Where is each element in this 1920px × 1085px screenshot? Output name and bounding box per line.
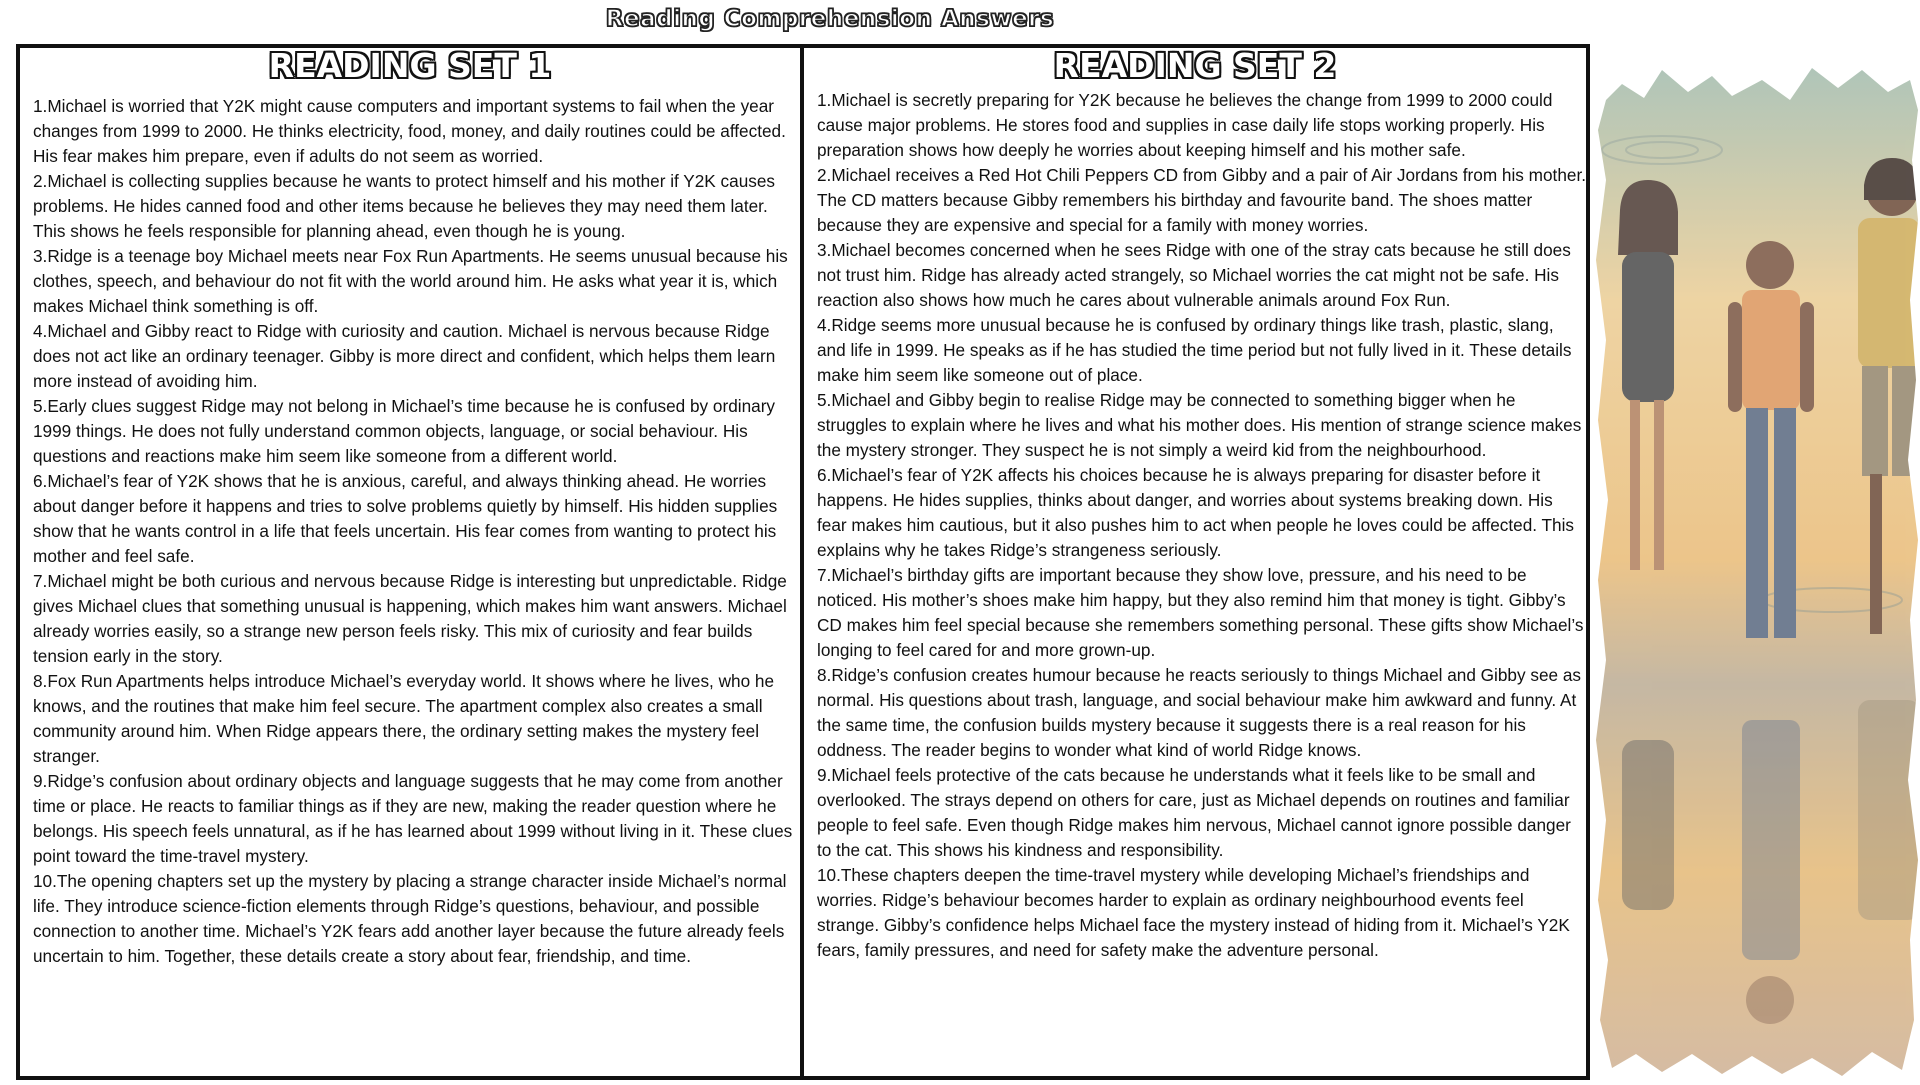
reading-set-1-panel (16, 44, 804, 1080)
set2-answer-3: 3.Michael becomes concerned when he sees Ridge with one of the stray cats because he still does not trust him. Ridge has already acted strangely, so Michael worries the cat might not be safe. His reaction also shows how much he cares about vulnerable animals around Fox Run. (817, 240, 1571, 310)
reading-set-2-panel (800, 44, 1590, 1080)
set2-answer-8: 8.Ridge’s confusion creates humour because he reacts seriously to things Michael and Gibby see as normal. His questions about trash, language, and social behaviour make him awkward and funny. At the same time, the confusion builds mystery because it suggests there is a real reason for his oddness. The reader begins to wonder what kind of world Ridge knows. (817, 665, 1581, 760)
set1-answer-5: 5.Early clues suggest Ridge may not belong in Michael’s time because he is confused by ordinary 1999 things. He does not fully understand common objects, language, or social behaviour. His questions and reactions make him seem like someone from a different world. (33, 396, 776, 466)
set1-answer-3: 3.Ridge is a teenage boy Michael meets near Fox Run Apartments. He seems unusual because his clothes, speech, and behaviour do not fit with the world around him. He asks what year it is, which makes Michael think something is off. (33, 246, 788, 316)
reading-set-1-title: READING SET 1 (268, 46, 552, 85)
set1-answer-4: 4.Michael and Gibby react to Ridge with curiosity and caution. Michael is nervous because Ridge does not act like an ordinary teenager. Gibby is more direct and confident, which helps them learn more instead of avoiding him. (33, 321, 776, 391)
set2-answer-10: 10.These chapters deepen the time-travel mystery while developing Michael’s friendships and worries. Ridge’s behaviour becomes harder to explain as ordinary neighbourhood events feel strange. Gibby’s confidence helps Michael face the mystery instead of hiding from it. Michael’s Y2K fears, family pressures, and need for safety make the adventure personal. (817, 865, 1570, 960)
set2-answer-9: 9.Michael feels protective of the cats because he understands what it feels like to be small and overlooked. The strays depend on others for care, just as Michael depends on routines and familiar people to feel safe. Even though Ridge makes him nervous, Michael cannot ignore possible danger to the cat. This shows his kindness and responsibility. (817, 765, 1571, 860)
reading-set-2-answers (804, 84, 1587, 963)
reading-set-1-answers (20, 84, 803, 969)
cover-illustration (1592, 40, 1920, 1080)
three-kids-walking-illustration (1592, 40, 1920, 1080)
page-title: Reading Comprehension Answers (605, 6, 1055, 32)
reading-set-2-title: READING SET 2 (1053, 46, 1337, 85)
set2-answer-1: 1.Michael is secretly preparing for Y2K because he believes the change from 1999 to 2000 could cause major problems. He stores food and supplies in case daily life stops working properly. His preparation shows how deeply he worries about keeping himself and his mother safe. (817, 90, 1553, 160)
set2-answer-4: 4.Ridge seems more unusual because he is confused by ordinary things like trash, plastic, slang, and life in 1999. He speaks as if he has studied the time period but not fully lived in it. These details make him seem like someone out of place. (817, 315, 1572, 385)
set1-answer-2: 2.Michael is collecting supplies because he wants to protect himself and his mother if Y2K causes problems. He hides canned food and other items because he believes they may need them later. This shows he feels responsible for planning ahead, even though he is young. (33, 171, 775, 241)
set1-answer-1: 1.Michael is worried that Y2K might cause computers and important systems to fail when the year changes from 1999 to 2000. He thinks electricity, food, money, and daily routines could be affected. His fear makes him prepare, even if adults do not seem as worried. (33, 96, 786, 166)
set2-answer-5: 5.Michael and Gibby begin to realise Ridge may be connected to something bigger when he struggles to explain where he lives and what his mother does. His mention of strange science makes the mystery stronger. They suspect he is not simply a weird kid from the neighbourhood. (817, 390, 1582, 460)
set2-answer-6: 6.Michael’s fear of Y2K affects his choices because he is always preparing for disaster before it happens. He hides supplies, thinks about danger, and worries about systems breaking down. His fear makes him cautious, but it also pushes him to act when people he loves could be affected. This explains why he takes Ridge’s strangeness seriously. (817, 465, 1575, 560)
set1-answer-7: 7.Michael might be both curious and nervous because Ridge is interesting but unpredictable. Ridge gives Michael clues that something unusual is happening, which makes him want answers. Michael already worries easily, so a strange new person feels risky. This mix of curiosity and fear builds tension early in the story. (33, 571, 787, 666)
set1-answer-9: 9.Ridge’s confusion about ordinary objects and language suggests that he may come from another time or place. He reacts to familiar things as if they are new, making the reader question where he belongs. His speech feels unnatural, as if he has learned about 1999 without living in it. These clues point toward the time-travel mystery. (33, 771, 793, 866)
set1-answer-6: 6.Michael’s fear of Y2K shows that he is anxious, careful, and always thinking ahead. He worries about danger before it happens and tries to solve problems quietly by himself. His hidden supplies show that he wants control in a life that feels uncertain. His fear comes from wanting to protect his mother and feel safe. (33, 471, 778, 566)
set2-answer-7: 7.Michael’s birthday gifts are important because they show love, pressure, and his need to be noticed. His mother’s shoes make him happy, but they also remind him that money is tight. Gibby’s CD makes him feel special because she remembers something personal. These gifts show Michael’s longing to feel cared for and more grown-up. (817, 565, 1584, 660)
set1-answer-10: 10.The opening chapters set up the mystery by placing a strange character inside Michael’s normal life. They introduce science-fiction elements through Ridge’s questions, behaviour, and possible connection to another time. Michael’s Y2K fears add another layer because the future already feels uncertain to him. Together, these details create a story about fear, friendship, and time. (33, 871, 787, 966)
set2-answer-2: 2.Michael receives a Red Hot Chili Peppers CD from Gibby and a pair of Air Jordans from his mother. The CD matters because Gibby remembers his birthday and favourite band. The shoes matter because they are expensive and special for a family with money worries. (817, 165, 1586, 235)
set1-answer-8: 8.Fox Run Apartments helps introduce Michael’s everyday world. It shows where he lives, who he knows, and the routines that make him feel secure. The apartment complex also creates a small community around him. When Ridge appears there, the ordinary setting makes the mystery feel stranger. (33, 671, 775, 766)
